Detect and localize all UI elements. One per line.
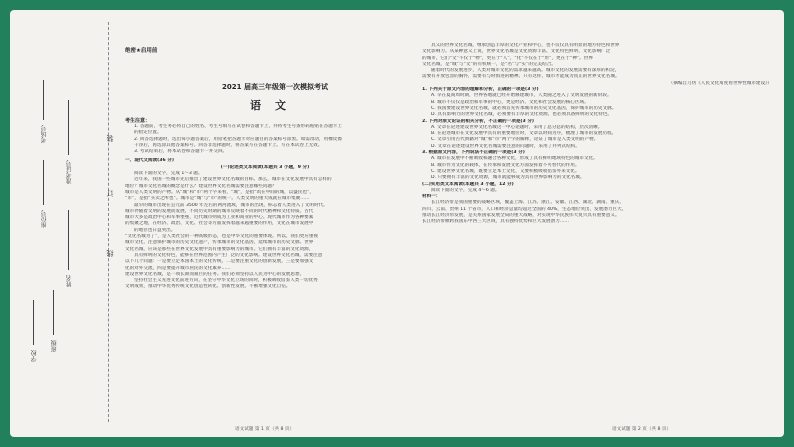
text-line: 的集聚之地，在经济、政治、文化、社会等方面发挥着越来越重要的作用，文化在城市发展中	[125, 221, 314, 227]
note-line: 1. 答题前，考生务必将自己的姓名、考生号填写在试卷和答题卡上，并将考生号条形码粘贴在答题卡上	[134, 124, 342, 129]
question-1: 1. 下列关于原文内容的理解和分析，正确的一项是(3 分)	[422, 87, 539, 93]
text-line: 需要有开放包容的胸怀，需要有与时俱进的精神。只有这样，城市才能成为真正的世界文化名城。	[422, 74, 620, 80]
page-footer-left: 语文试题 第 1 页（共 8 页）	[235, 427, 295, 432]
gutter-mark-ding: 订	[106, 190, 114, 197]
question-1-options	[422, 93, 772, 118]
gutter-label-seat: 座位号	[41, 210, 48, 228]
text-line: 坚持社会主义先进文化前进方向，在坚守中华文化立场的同时，积极吸收借鉴人类一切优秀	[134, 278, 318, 284]
text-line: 随着时代的发展进步，人类对城市文化的需求越来越高。城市文化的发展需要有深厚的积淀，	[431, 68, 620, 74]
text-line: 长江经济带是我国重要的战略区域，覆盖上海、江苏、浙江、安徽、江西、湖北、湖南、重庆、	[431, 200, 624, 206]
passage-left	[125, 177, 405, 290]
text-line: C. 建设世界文化名城，既要立足本土文化，又要积极吸收借鉴外来文化。	[431, 168, 580, 174]
page-footer-right: 语文试题 第 2 页（共 8 页）	[612, 427, 672, 432]
text-line: 文化影响力。从某种意义上说，世界文化名城是文化资源丰富、文化特色鲜明、文化影响广泛	[422, 49, 611, 55]
text-line: 推动长江经济带发展，是关系国家发展全局的重大战略，对实现中华民族伟大复兴具有重要意义。	[422, 213, 620, 219]
section-2-instruction: 阅读下面的文字，完成 4～6 题。	[431, 187, 500, 193]
instruction: 阅读下面的文字，完成 1～3 题。	[134, 171, 203, 177]
text-line: 城市伴随着文明的发展而发展，不同历史时期的城市反映着不同的时代精神和文化特质。古代	[125, 208, 314, 214]
question-2: 2. 下列对原文论证的相关分析，不正确的一项是(3 分)	[422, 118, 535, 124]
text-line: C. 文章引用古代典籍对“城”和“市”两个字的解释，论证了城市是人类文明的产物。	[431, 137, 599, 143]
passage-2	[422, 200, 772, 225]
page-2	[422, 43, 772, 432]
text-line: 城市是人类文明的产物。从“城”和“市”两个字来看，“城”，是指“筑在中间的城，以盛民也”，	[125, 189, 315, 195]
passage-right	[422, 43, 772, 81]
page-1	[125, 38, 405, 432]
text-line: 城市大多是政治中心和军事堡垒，近代城市则成为工业和商业的中心。现代城市作为各种要素	[125, 215, 314, 221]
text-line: 文明成果，推动中华优秀传统文化创造性转化、创新性发展，不断增强文化自信。	[125, 284, 291, 290]
exam-sheet	[10, 10, 784, 437]
text-line: 建设世界文化名城，是一项长期而艰巨的任务。我们必须坚持以人民为中心的发展思想，	[125, 271, 305, 277]
note-line: 3. 考试结束后，将本试卷和答题卡一并交回。	[134, 149, 228, 155]
text-line: B. 城市作为文化的载体，在传承和发展文化方面发挥着不可替代的作用。	[431, 162, 580, 168]
text-line: “文化名城为了”，是人类社会的一种高级形态，也是中华文化的重要体现。所以，我们更应重视	[125, 234, 319, 240]
text-line: A. 城市在发展中不断吸收和融合各种文化，形成了具有鲜明地域特色的城市文化。	[431, 156, 598, 162]
source-note: （摘编自刀伪《人民文化角度看世界性城市建设》）	[668, 80, 772, 86]
notes-title: 考生注意：	[125, 118, 151, 124]
question-3-options	[422, 156, 772, 181]
cut-line	[108, 22, 109, 422]
text-line: 的城市，它们“文”不仅于“物”，更在于“人”，“化”不仅在于“形”，更在于“神”。世界	[422, 55, 593, 61]
text-line: B. 在论述城市在文化发展中具有的重要地位时，文章以时间为序，梳理了城市的发展历程。	[431, 131, 617, 137]
gutter-fill-line	[33, 300, 34, 345]
subsection-heading: (一)论述类文本阅读(本题共 3 小题，9 分)	[220, 164, 310, 170]
text-line: A. 文章在论述建设世界文化名城这一中心论题时，采用了总分总的结构，层次清晰。	[431, 124, 603, 130]
confidential-tag: 绝密★启用前	[125, 48, 158, 54]
text-line: 具有鲜明的文化特色，能够在世界范围内产生广泛的文化影响。建设世界文化名城，需要注意	[134, 252, 323, 258]
subject-title: 语文	[250, 99, 300, 112]
text-line: D. 具有影响力的世界文化名城，必须要有丰厚的文化资源，也必须具备鲜明的文化特色。	[431, 112, 613, 118]
gutter-fill-line	[68, 100, 69, 155]
text-line: 地位？城市文化名城的概念是什么？建设世界文化名城需要注意哪些问题？	[125, 183, 277, 189]
text-line: C. 我国要建设世界文化名城，就必须首先传承城市的历史文化基因，保护城市的历史文脉。	[431, 105, 617, 111]
gutter-fill-line	[43, 80, 44, 120]
text-line: 文化名城，应该是那些在世界文化发展中具有重要影响力的城市。它们拥有丰富的文化资源，	[125, 246, 314, 252]
text-line: 四川、云南、贵州 11 个省市，人口和经济总量均超过全国的 40%，生态地位突出，发展潜力巨大。	[422, 206, 627, 212]
section-heading: 一、现代文阅读(36 分)	[125, 158, 174, 164]
text-line: 具义的世界文化名城，继承创造丰厚的文化产业和中心，也不仅仅具有明显的地方特色和世界	[431, 43, 620, 48]
text-line: 化的对外交流，四是要提升城市居民的文化素养……	[125, 265, 231, 271]
gutter-label-exam-room: 考场号	[41, 125, 48, 143]
note-line: 2. 回答选择题时，选出每小题答案后，用铅笔把答题卡对应题目的答案标号涂黑。如需改动，用橡皮擦	[134, 136, 342, 142]
gutter-label-school: 学校	[31, 350, 38, 362]
material-label: 材料一：	[422, 194, 441, 200]
text-line: “市”，是指“买卖之所也”。城市是“城”与“市”的统一。人类文明的重大成就在城市集聚……	[125, 196, 310, 202]
gutter-mark-xian: 线	[106, 250, 114, 257]
gutter-fill-line	[68, 210, 69, 270]
text-line: 长江经济带横跨我国东中西三大区域，具有独特优势和巨大发展潜力……	[422, 219, 570, 225]
text-line: 最早的城市出现在公元前 3500 年左右的两河流域，城市的出现，标志着人类进入了文明时代。	[134, 202, 328, 208]
question-2-options	[422, 125, 772, 150]
gutter-mark-zhuang: 装	[106, 135, 114, 142]
gutter-fill-line	[43, 160, 44, 205]
text-line: D. 文章在论述建设世界文化名城需要注意的问题时，采用了并列式结构。	[431, 143, 580, 149]
note-line: 干净后，再选涂其他答案标号。回答非选择题时，将答案写在答题卡上。写在本试卷上无效。	[134, 142, 323, 148]
exam-title: 2021 届高三年级第一次模拟考试	[222, 83, 328, 91]
text-line: 城市文化，注意保护城市的历史文化遗产，传承城市的文化基因，延续城市的历史文脉。世界	[125, 240, 314, 246]
text-line: 的地位也日益突出。	[134, 227, 176, 233]
text-line: 文化名城，是“城”与“文”的有机统一，是“名”与“实”的完美结合。	[422, 61, 556, 67]
text-line: 以下几个问题：一是要立足本国本土的文化传统，二是要注重文化的创新发展，三是要加强文	[125, 259, 314, 265]
note-line: 的指定位置。	[134, 130, 162, 136]
text-line: A. 早在夏商周时期，世界各地就已经开始修建城市，人类随之进入了文明发展的新阶段。	[431, 93, 612, 99]
gutter-label-class: 班级	[51, 340, 58, 352]
text-line: B. 城市不仅仅是政治和军事的中心，更是经济、文化和社会发展的核心区域。	[431, 99, 589, 105]
section-2-heading: (二)实用类文本阅读(本题共 3 小题，12 分)	[422, 181, 514, 187]
text-line: D. 只要拥有丰富的文化资源，城市就能够成为具有世界影响力的文化名城。	[431, 175, 585, 181]
gutter-label-name: 姓名	[66, 275, 73, 287]
gutter-fill-line	[53, 290, 54, 335]
text-line: 近年来，我国一些城市先后推出了建设世界文化名城的目标。那么，城市在文化发展中具有怎样的	[134, 177, 332, 183]
gutter-label-ticket: 准考证号	[66, 160, 73, 184]
question-3: 3. 根据原文内容，下列说法不正确的一项是(3 分)	[422, 150, 525, 156]
